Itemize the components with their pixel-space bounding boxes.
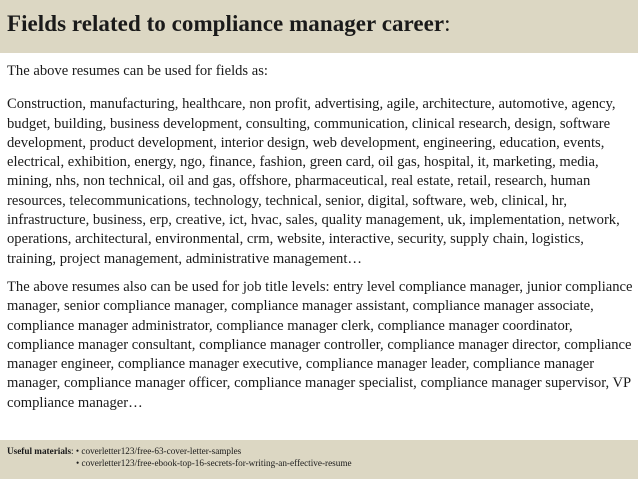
main-content	[7, 62, 633, 413]
fields-paragraph: Construction, manufacturing, healthcare, non profit, advertising, agile, architecture, automotive, agency, budget, building, business development, consulting, communication, clinical research, design, software development, product development, interior design, web development, engineering, education, events, electrical, exhibition, energy, ngo, finance, fashion, green card, oil gas, hospital, it, marketing, media, mining, nhs, non technical, oil and gas, offshore, pharmaceutical, real estate, retail, research, human resources, telecommunications, technology, technical, senior, digital, software, web, clinical, hr, infrastructure, business, erp, creative, ict, hvac, sales, quality management, uk, implementation, network, operations, architectural, environmental, crm, website, interactive, security, supply chain, logistics, training, project management, administrative management…	[7, 96, 620, 267]
useful-materials	[7, 445, 352, 469]
footer-bar	[0, 440, 638, 479]
footer-row-second	[7, 457, 352, 469]
intro-text: The above resumes can be used for fields as:	[7, 63, 268, 79]
material-link-1[interactable]: • coverletter123/free-63-cover-letter-samples	[75, 446, 242, 456]
footer-row-first	[7, 445, 352, 457]
useful-materials-separator: :	[71, 446, 76, 456]
useful-materials-label: Useful materials	[7, 446, 72, 456]
job-levels-paragraph: The above resumes also can be used for job title levels: entry level compliance manager, junior compliance manager, senior compliance manager, compliance manager assistant, compliance manager associate, compliance manager administrator, compliance manager clerk, compliance manager coordinator, compliance manager consultant, compliance manager controller, compliance manager director, compliance manager engineer, compliance manager executive, compliance manager leader, compliance manager manager, compliance manager officer, compliance manager specialist, compliance manager supervisor, VP compliance manager…	[7, 278, 633, 411]
header-bar	[0, 0, 638, 53]
page-title-colon: :	[444, 11, 451, 36]
page-title-text: Fields related to compliance manager career	[7, 11, 445, 36]
page-title	[7, 11, 451, 37]
material-link-2[interactable]: • coverletter123/free-ebook-top-16-secrets-for-writing-an-effective-resume	[76, 458, 352, 468]
